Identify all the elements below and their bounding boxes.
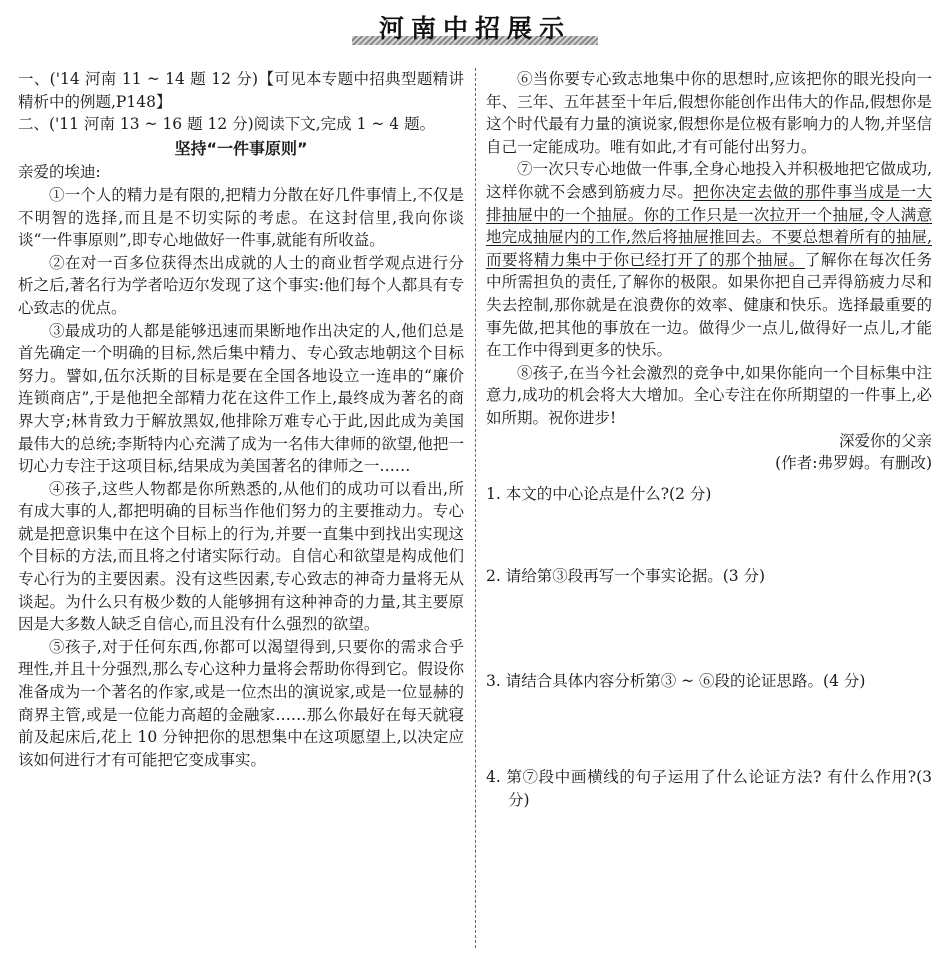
article-source: (作者:弗罗姆。有删改) <box>775 454 932 473</box>
question-1: 1. 本文的中心论点是什么?(2 分) <box>486 484 712 503</box>
paragraph-7-lead: ⑦一次只专心地做一件事,全身心地投入并积极地把它做成功,这样你就不会感到筋疲力尽。 <box>486 160 932 201</box>
question-3: 3. 请结合具体内容分析第③ ~ ⑥段的论证思路。(4 分) <box>486 671 866 690</box>
intro-line-2: 二、('11 河南 13 ~ 16 题 12 分)阅读下文,完成 1 ~ 4 题。 <box>18 115 436 134</box>
banner-title: 河南中招展示 <box>378 14 571 43</box>
paragraph-3: ③最成功的人都是能够迅速而果断地作出决定的人,他们总是首先确定一个明确的目标,然后集中精力、专心致志地朝这个目标努力。譬如,伍尔沃斯的目标是要在全国各地设立一连串的“廉价连锁商店”,于是他把全部精力花在这件工作上,最终成为著名的商界大亨;林肯致力于解放黑奴,他排除万难专心于此,因此成为美国最伟大的总统;李斯特内心充满了成为一名伟大律师的欲望,他把一切心力专注于这项目标,结果成为美国著名的律师之一…… <box>18 321 464 476</box>
paragraph-8: ⑧孩子,在当今社会激烈的竞争中,如果你能向一个目标集中注意力,成功的机会将大大增加。全心专注在你所期望的一件事上,必如所期。祝你进步! <box>486 363 932 427</box>
paragraph-2: ②在对一百多位获得杰出成就的人士的商业哲学观点进行分析之后,著名行为学者哈迈尔发现了这个事实:他们每个人都具有专心致志的优点。 <box>18 253 464 317</box>
intro-line-1: 一、('14 河南 11 ~ 14 题 12 分)【可见本专题中招典型题精讲精析中的例题,P148】 <box>18 70 464 111</box>
column-divider <box>475 68 476 948</box>
section-banner <box>352 10 598 48</box>
left-column <box>18 68 464 771</box>
letter-signature: 深爱你的父亲 <box>838 431 932 450</box>
question-2: 2. 请给第③段再写一个事实论据。(3 分) <box>486 567 766 586</box>
paragraph-5: ⑤孩子,对于任何东西,你都可以渴望得到,只要你的需求合乎理性,并且十分强烈,那么专心这种力量将会帮助你得到它。假设你准备成为一个著名的作家,或是一位杰出的演说家,或是一位显赫的商界主管,或是一位能力高超的金融家……那么你最好在每天就寝前及起床后,花上 10 分钟把你的思想集中在这项愿望上,以决定应该如何进行才有可能把它变成事实。 <box>18 637 464 769</box>
right-column <box>486 68 932 812</box>
underlined-sentence: 把你决定去做的那件事当成是一大排抽屉中的一个抽屉。你的工作只是一次拉开一个抽屉,令人满意地完成抽屉内的工作,然后将抽屉推回去。不要总想着所有的抽屉,而要将精力集中于你已经打开了的那个抽屉。 <box>486 182 932 269</box>
question-4: 4. 第⑦段中画横线的句子运用了什么论证方法? 有什么作用?(3 分) <box>486 768 932 810</box>
paragraph-1: ①一个人的精力是有限的,把精力分散在好几件事情上,不仅是不明智的选择,而且是不切实际的考虑。在这封信里,我向你谈谈“一件事原则”,即专心地做好一件事,就能有所收益。 <box>18 185 464 250</box>
article-title: 坚持“一件事原则” <box>174 138 308 158</box>
paragraph-6: ⑥当你要专心致志地集中你的思想时,应该把你的眼光投向一年、三年、五年甚至十年后,假想你能创作出伟大的作品,假想你是这个时代最有力量的演说家,假想你是位极有影响力的人物,并坚信自己一定能成功。唯有如此,才有可能付出努力。 <box>486 70 932 156</box>
paragraph-4: ④孩子,这些人物都是你所熟悉的,从他们的成功可以看出,所有成大事的人,都把明确的目标当作他们努力的主要推动力。专心就是把意识集中在这个目标上的行为,并要一直集中到找出实现这个目标的方法,而且将之付诸实际行动。自信心和欲望是构成他们专心行为的主要因素。没有这些因素,专心致志的神奇力量将无从谈起。为什么只有极少数的人能够拥有这种神奇的力量,其主要原因是大多数人缺乏自信心,而且没有什么强烈的欲望。 <box>18 479 464 634</box>
paragraph-7-tail: 了解你在每次任务中所需担负的责任,了解你的极限。如果你把自己弄得筋疲力尽和失去控制,那你就是在浪费你的效率、健康和快乐。选择最重要的事先做,把其他的事放在一边。做得少一点儿,做得好一点儿,才能在工作中得到更多的快乐。 <box>486 250 932 360</box>
letter-greeting: 亲爱的埃迪: <box>18 163 101 182</box>
paragraph-7 <box>486 158 932 361</box>
